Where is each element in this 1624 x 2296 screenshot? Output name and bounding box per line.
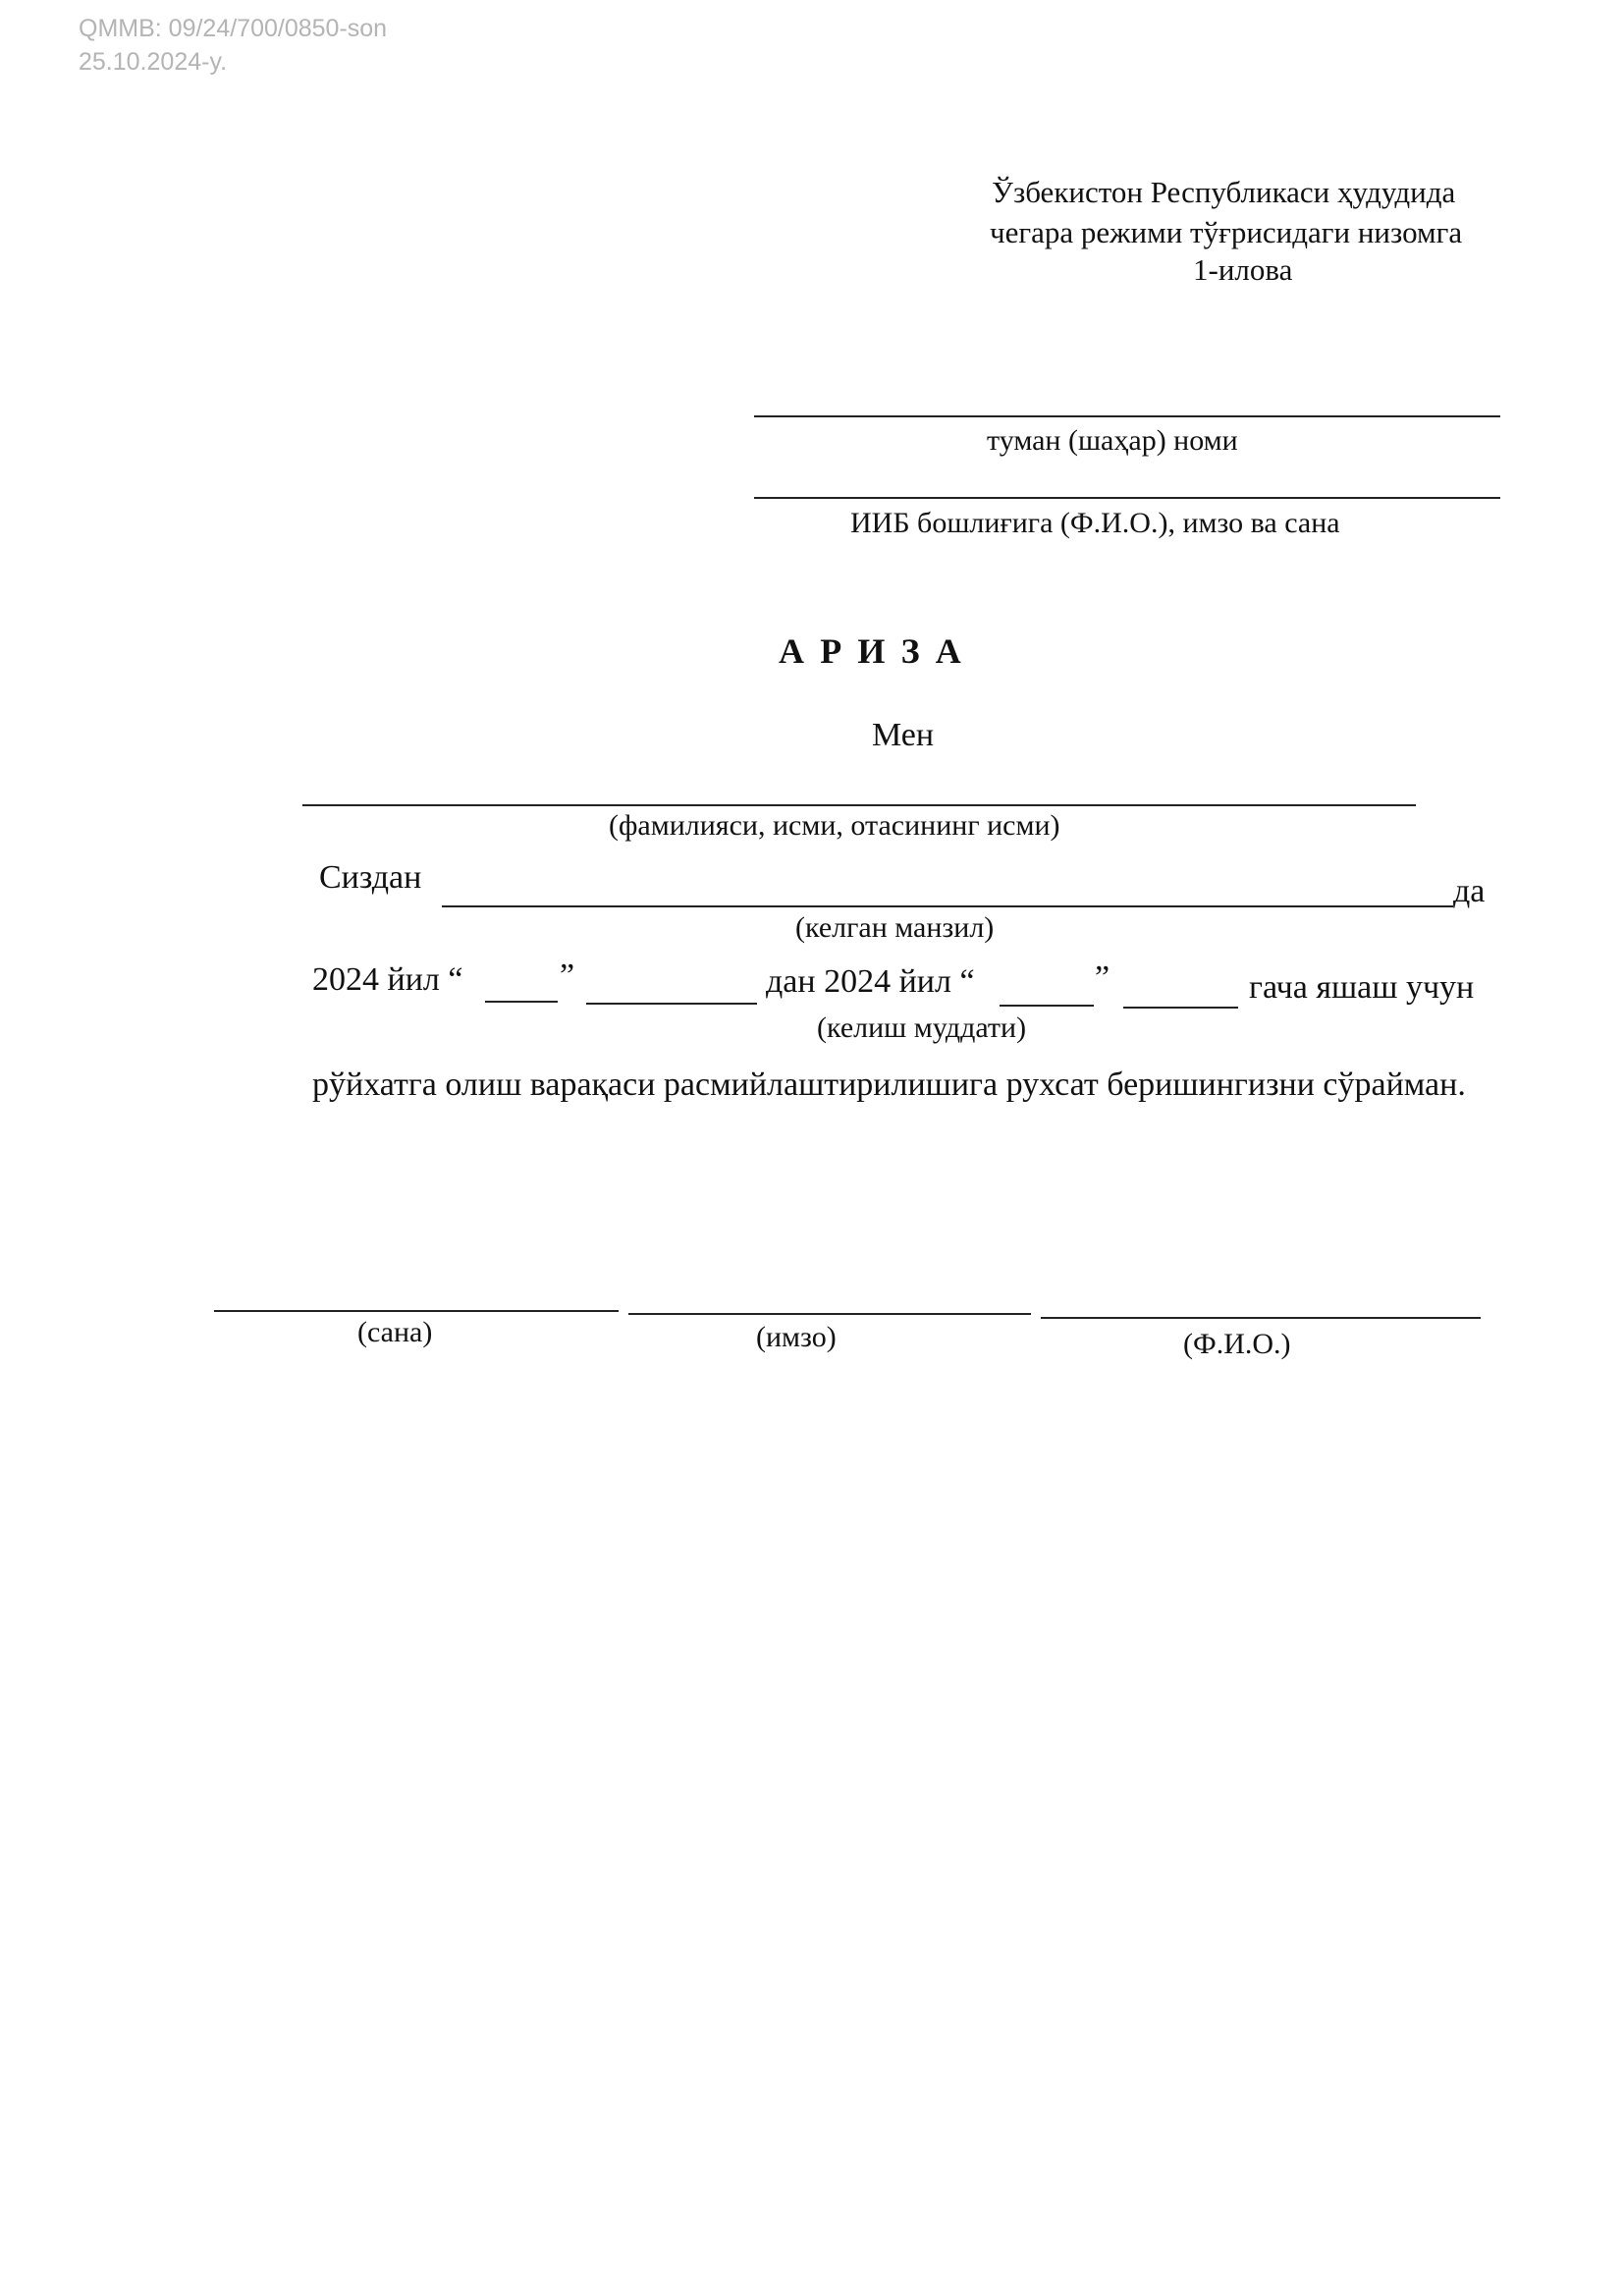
- start-day-line: [485, 1001, 558, 1003]
- from-label: Сиздан: [319, 859, 422, 896]
- signature-caption: (имзо): [756, 1321, 837, 1353]
- request-paragraph: рўйхатга олиш варақаси расмийлаштирилишига рухсат беришингизни сўрайман.: [312, 1066, 1466, 1103]
- chief-name-caption: ИИБ бошлиғига (Ф.И.О.), имзо ва сана: [850, 507, 1340, 539]
- arrival-address-line: [442, 905, 1453, 907]
- from-suffix: да: [1453, 873, 1486, 909]
- period-gacha: гача яшаш учун: [1249, 969, 1475, 1006]
- end-day-line: [1000, 1005, 1094, 1007]
- appendix-header-line-1: Ўзбекистон Республикаси ҳудудида: [992, 175, 1456, 209]
- date-line: [214, 1310, 619, 1312]
- chief-name-line: [754, 497, 1500, 499]
- period-start-year: 2024 йил “: [312, 961, 463, 998]
- registration-date: 25.10.2024-y.: [79, 48, 228, 76]
- appendix-header-line-3: 1-илова: [1193, 252, 1293, 287]
- fio-caption: (Ф.И.О.): [1183, 1328, 1291, 1360]
- start-month-line: [586, 1003, 757, 1005]
- period-caption: (келиш муддати): [817, 1011, 1027, 1044]
- applicant-name-line: [302, 804, 1416, 806]
- registration-number: QMMB: 09/24/700/0850-son: [79, 15, 388, 42]
- signature-line: [628, 1313, 1031, 1315]
- fio-line: [1041, 1317, 1481, 1319]
- period-start-close-quote: ”: [560, 957, 575, 994]
- appendix-header-line-2: чегара режими тўғрисидаги низомга: [990, 215, 1463, 249]
- end-month-line: [1123, 1007, 1238, 1009]
- district-name-caption: туман (шаҳар) номи: [987, 424, 1238, 457]
- applicant-name-caption: (фамилияси, исми, отасининг исми): [609, 809, 1060, 842]
- district-name-line: [754, 415, 1500, 417]
- arrival-address-caption: (келган манзил): [795, 911, 995, 944]
- period-dan: дан 2024 йил “: [766, 963, 975, 1000]
- document-title: АРИЗА: [779, 631, 977, 671]
- date-caption: (сана): [357, 1316, 433, 1348]
- period-end-close-quote: ”: [1095, 959, 1110, 996]
- men-word: Мен: [872, 717, 935, 753]
